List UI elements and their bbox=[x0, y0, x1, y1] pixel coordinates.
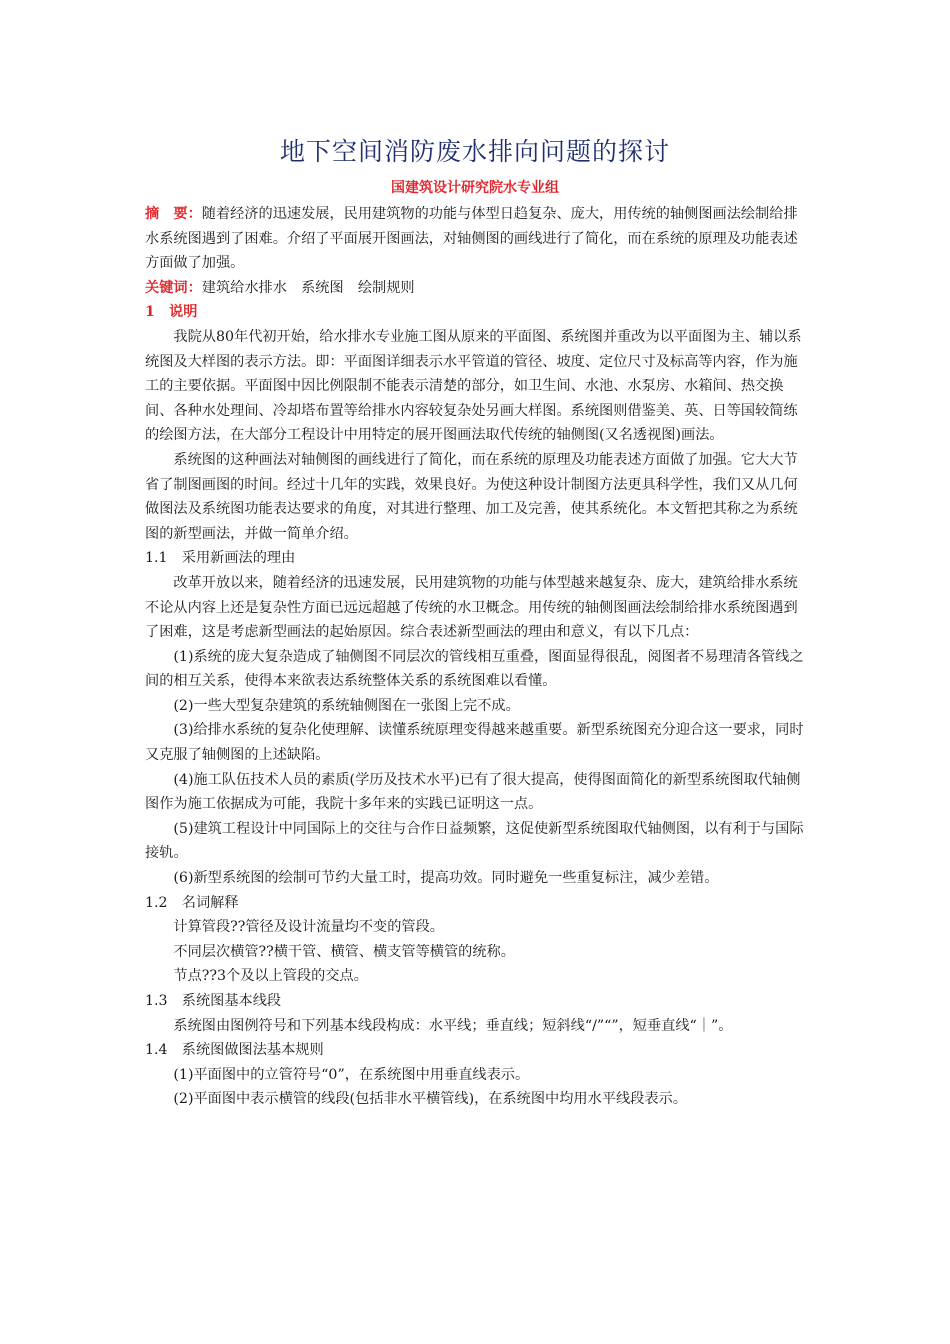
section-1-paragraph: 系统图的这种画法对轴侧图的画线进行了简化，而在系统的原理及功能表述方面做了加强。它大大节省了制图画图的时间。经过十几年的实践，效果良好。为使这种设计制图方法更具科学性，我们又从几何做图法及系统图功能表达要求的角度，对其进行整理、加工及完善，使其系统化。本文暂把其称之为系统图的新型画法，并做一简单介绍。 bbox=[145, 451, 798, 542]
list-item: (6)新型系统图的绘制可节约大量工时，提高功效。同时避免一些重复标注，减少差错。 bbox=[173, 870, 719, 887]
section-heading-1: 1 说明 bbox=[145, 304, 198, 321]
definition-item: 计算管段??管径及设计流量均不变的管段。 bbox=[173, 919, 444, 936]
rule-item: (2)平面图中表示横管的线段(包括非水平横管线)，在系统图中均用水平线段表示。 bbox=[173, 1091, 687, 1108]
keywords-label: 关键词： bbox=[145, 279, 202, 296]
section-1-1-intro: 改革开放以来，随着经济的迅速发展，民用建筑物的功能与体型越来越复杂、庞大，建筑给排水系统不论从内容上还是复杂性方面已远远超越了传统的水卫概念。用传统的轴侧图画法绘制给排水系统图遇到了困难，这是考虑新型画法的起始原因。综合表述新型画法的理由和意义，有以下几点： bbox=[145, 574, 798, 641]
abstract-text: 随着经济的迅速发展，民用建筑物的功能与体型日趋复杂、庞大，用传统的轴侧图画法绘制给排水系统图遇到了困难。介绍了平面展开图画法，对轴侧图的画线进行了简化，而在系统的原理及功能表述方面做了加强。 bbox=[145, 206, 798, 272]
section-heading-1-4: 1.4 系统图做图法基本规则 bbox=[145, 1042, 324, 1059]
abstract-label: 摘 要： bbox=[145, 206, 202, 222]
keywords-text: 建筑给水排水 系统图 绘制规则 bbox=[201, 279, 415, 296]
keywords bbox=[145, 276, 810, 301]
section-1-paragraph: 我院从80年代初开始，给水排水专业施工图从原来的平面图、系统图并重改为以平面图为主、辅以系统图及大样图的表示方法。即：平面图详细表示水平管道的管径、坡度、定位尺寸及标高等内容，作为施工的主要依据。平面图中因比例限制不能表示清楚的部分，如卫生间、水池、水泵房、水箱间、热交换间、各种水处理间、冷却塔布置等给排水内容较复杂处另画大样图。系统图则借鉴美、英、日等国较简练的绘图方法，在大部分工程设计中用特定的展开图画法取代传统的轴侧图(又名透视图)画法。 bbox=[145, 328, 802, 444]
section-heading-1-2: 1.2 名词解释 bbox=[145, 894, 239, 911]
document-body bbox=[145, 202, 810, 1112]
document-title: 地下空间消防废水排向问题的探讨 bbox=[279, 137, 670, 166]
section-heading-1-3: 1.3 系统图基本线段 bbox=[145, 993, 282, 1009]
list-item: (3)给排水系统的复杂化使理解、读懂系统原理变得越来越重要。新型系统图充分迎合这一要求，同时又克服了轴侧图的上述缺陷。 bbox=[145, 722, 804, 764]
rule-item: (1)平面图中的立管符号“0”，在系统图中用垂直线表示。 bbox=[173, 1066, 530, 1083]
list-item: (1)系统的庞大复杂造成了轴侧图不同层次的管线相互重叠，图面显得很乱，阅图者不易理清各管线之间的相互关系，使得本来欲表达系统整体关系的系统图难以看懂。 bbox=[145, 648, 804, 690]
section-heading-1-1: 1.1 采用新画法的理由 bbox=[145, 550, 296, 567]
definition-item: 节点??3个及以上管段的交点。 bbox=[173, 968, 368, 985]
section-1-3-text: 系统图由图例符号和下列基本线段构成：水平线；垂直线；短斜线“/”“”，短垂直线“｜”。 bbox=[173, 1017, 733, 1034]
list-item: (5)建筑工程设计中同国际上的交往与合作日益频繁，这促使新型系统图取代轴侧图，以有利于与国际接轨。 bbox=[145, 820, 804, 862]
abstract bbox=[145, 202, 810, 276]
definition-item: 不同层次横管??横干管、横管、横支管等横管的统称。 bbox=[173, 943, 515, 960]
author-line: 国建筑设计研究院水专业组 bbox=[391, 180, 559, 196]
list-item: (4)施工队伍技术人员的素质(学历及技术水平)已有了很大提高，使得图面简化的新型系统图取代轴侧图作为施工依据成为可能，我院十多年来的实践已证明这一点。 bbox=[145, 771, 801, 813]
list-item: (2)一些大型复杂建筑的系统轴侧图在一张图上完不成。 bbox=[173, 697, 520, 714]
